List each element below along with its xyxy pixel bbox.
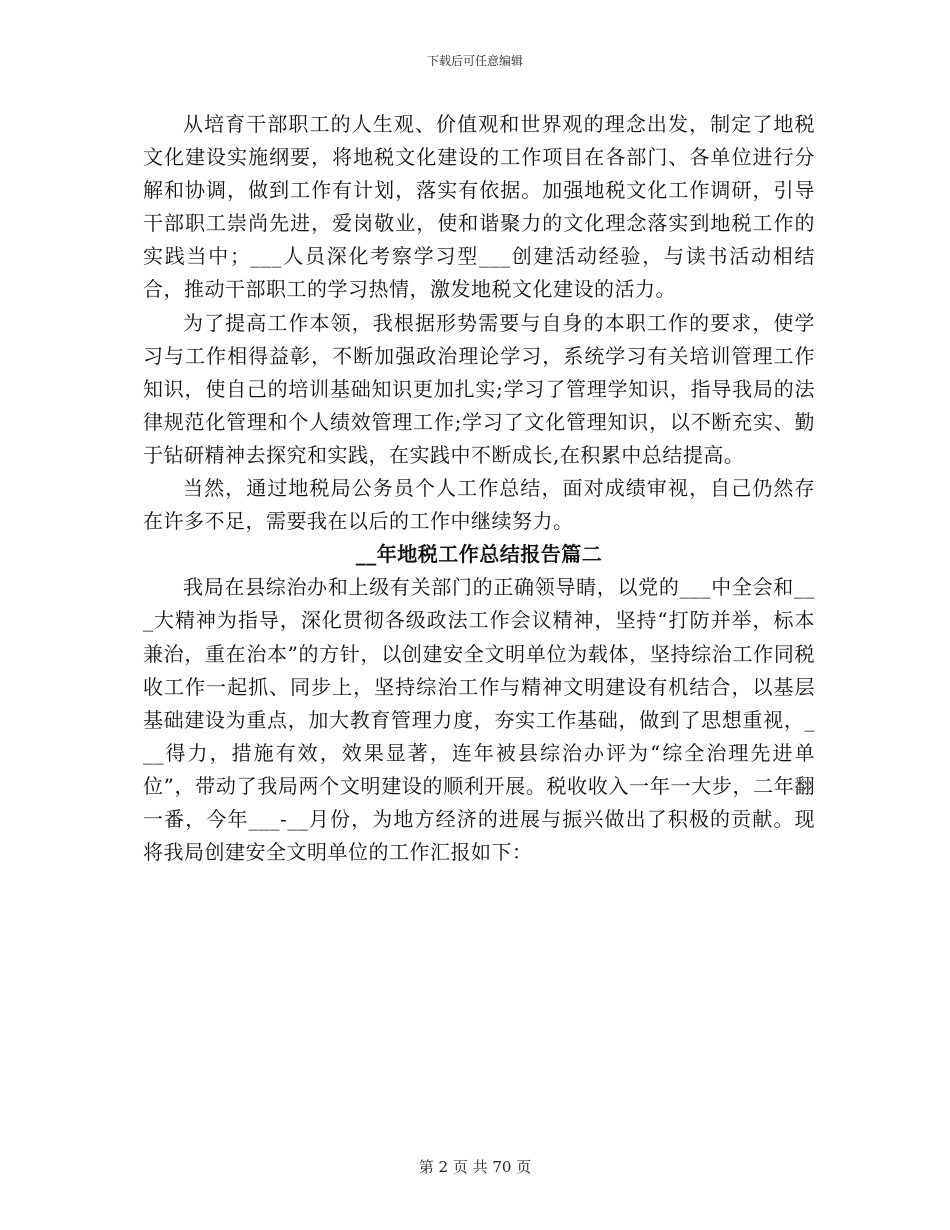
paragraph-shortcomings: 当然，通过地税局公务员个人工作总结，面对成绩审视，自己仍然存在许多不足，需要我在以后的工作中继续努力。 [143,476,815,534]
paragraph-culture-construction: 从培育干部职工的人生观、价值观和世界观的理念出发，制定了地税文化建设实施纲要，将地税文化建设的工作项目在各部门、各单位进行分解和协调，做到工作有计划，落实有依据。加强地税文化工作调研，引导干部职工崇尚先进，爱岗敬业，使和谐聚力的文化理念落实到地税工作的实践当中；___人员深化考察学习型___创建活动经验，与读书活动相结合，推动干部职工的学习热情，激发地税文化建设的活力。 [143,112,815,302]
page-header-note: 下载后可任意编辑 [426,54,523,68]
paragraph-safety-civilization: 我局在县综治办和上级有关部门的正确领导睛，以党的___中全会和___大精神为指导，深化贯彻各级政法工作会议精神，坚持“打防并举，标本兼治，重在治本”的方针，以创建安全文明单位为载体，坚持综治工作同税收工作一起抓、同步上，坚持综治工作与精神文明建设有机结合，以基层基础建设为重点，加大教育管理力度，夯实工作基础，做到了思想重视，___得力，措施有效，效果显著，连年被县综治办评为“综全治理先进单位”，带动了我局两个文明建设的顺利开展。税收收入一年一大步，二年翻一番，今年___-__月份，为地方经济的进展与振兴做出了积极的贡献。现将我局创建安全文明单位的工作汇报如下： [143,575,815,865]
section-title: __年地税工作总结报告篇二 [355,542,603,567]
page-number: 第 2 页 共 70 页 [418,1158,532,1176]
paragraph-self-study: 为了提高工作本领，我根据形势需要与自身的本职工作的要求，使学习与工作相得益彰，不断加强政治理论学习，系统学习有关培训管理工作知识，使自己的培训基础知识更加扎实;学习了管理学知识，指导我局的法律规范化管理和个人绩效管理工作;学习了文化管理知识，以不断充实、勤于钻研精神去探究和实践，在实践中不断成长,在积累中总结提高。 [143,310,815,467]
document-body [143,108,815,869]
